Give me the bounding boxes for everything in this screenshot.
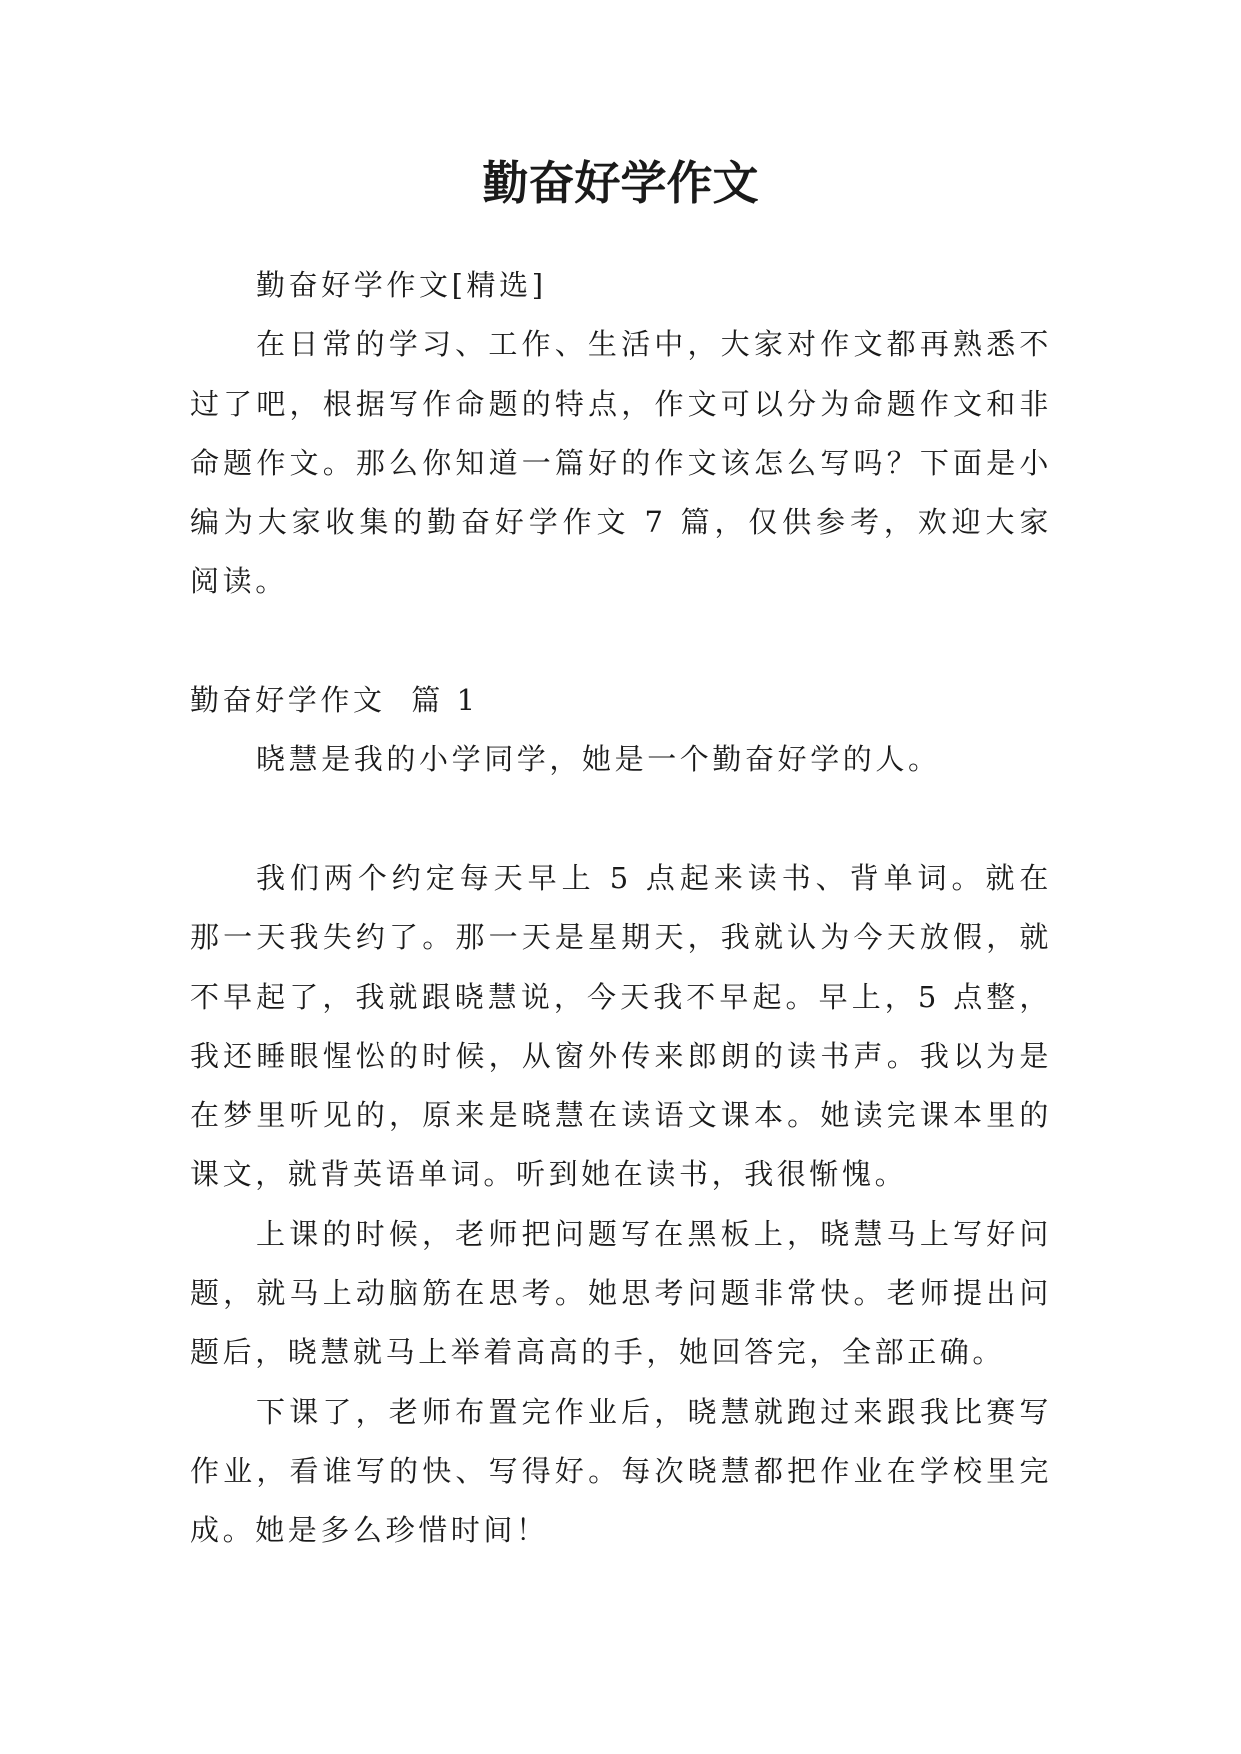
section-heading: 勤奋好学作文 篇 1	[190, 683, 479, 718]
document-subtitle: 勤奋好学作文[精选]	[256, 268, 547, 302]
paragraph-spacer	[190, 790, 1052, 849]
document-body	[190, 256, 1052, 1561]
document-title: 勤奋好学作文	[482, 156, 759, 210]
intro-paragraph: 在日常的学习、工作、生活中，大家对作文都再熟悉不过了吧，根据写作命题的特点，作文可以分为命题作文和非命题作文。那么你知道一篇好的作文该怎么写吗？下面是小编为大家收集的勤奋好学作文 7 篇，仅供参考，欢迎大家阅读。	[190, 327, 1052, 599]
body-paragraph-3: 上课的时候，老师把问题写在黑板上，晓慧马上写好问题，就马上动脑筋在思考。她思考问题非常快。老师提出问题后，晓慧就马上举着高高的手，她回答完，全部正确。	[190, 1216, 1052, 1370]
paragraph-spacer	[190, 612, 1052, 671]
body-paragraph-2: 我们两个约定每天早上 5 点起来读书、背单词。就在那一天我失约了。那一天是星期天，我就认为今天放假，就不早起了，我就跟晓慧说，今天我不早起。早上，5 点整，我还睡眼惺忪的时候，从窗外传来郎朗的读书声。我以为是在梦里听见的，原来是晓慧在读语文课本。她读完课本里的课文，就背英语单词。听到她在读书，我很惭愧。	[190, 860, 1052, 1192]
body-paragraph-4: 下课了，老师布置完作业后，晓慧就跑过来跟我比赛写作业，看谁写的快、写得好。每次晓慧都把作业在学校里完成。她是多么珍惜时间！	[190, 1394, 1052, 1548]
body-paragraph-1: 晓慧是我的小学同学，她是一个勤奋好学的人。	[256, 742, 941, 777]
